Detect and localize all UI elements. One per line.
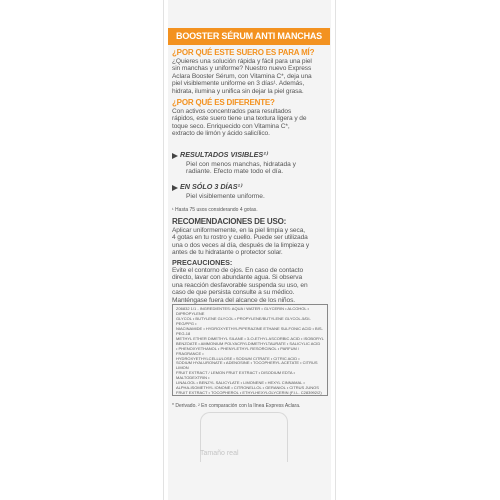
- product-title-banner: BOOSTER SÉRUM ANTI MANCHAS: [168, 28, 330, 45]
- side-strip-left: [164, 0, 168, 500]
- product-box-panel: [163, 0, 336, 500]
- usage-recommendations-heading: RECOMENDACIONES DE USO:: [172, 217, 287, 226]
- ingredients-box: Z06832 1/1 - INGREDIENTES: AQUA / WATER • GLYCERIN • ALCOHOL • DIPROPYLENE GLYCOL • BUTYLENE GLYCOL • PROPYLENE/BUTYLENE GLYCOL-5/DI-PEG/PPG • NIACINAMIDE • HYDROXYETHYLPIPERAZINE ETHANE SULFONIC ACID • BIS-PEG-18 METHYL ETHER DIMETHYL SILANE • 3-O-ETHYL ASCORBIC ACID • ISOBORYL BENZOATE • AMMONIUM POLYACRYLDIMETHYLTAURATE • SALICYLIC ACID • PHENOXYETHANOL • PHENYLETHYL RESORCINOL • PARFUM / FRAGRANCE • HYDROXYETHYLCELLULOSE • SODIUM CITRATE • CITRIC ACID • SODIUM HYALURONATE • ADENOSINE • TOCOPHERYL ACETATE • CITRUS LIMON FRUIT EXTRACT / LEMON FRUIT EXTRACT • DISODIUM EDTA • MALTODEXTRIN • LINALOOL • BENZYL SALICYLATE • LIMONENE • HEXYL CINNAMAL • ALPHA-ISOMETHYL IONONE • CITRONELLOL • GERANIOL • CITRUS JUNOS FRUIT EXTRACT • TOCOPHEROL • ETHYLHEXYLGLYCERIN (F.I.L. C283992/2): [172, 304, 328, 396]
- side-strip-right: [331, 0, 335, 500]
- why-different-text: Con activos concentrados para resultados rápidos, este suero tiene una textura ligera y de toque seco. Enriquecido con Vitamina C*, extracto de limón y ácido salicílico.: [172, 108, 307, 138]
- actual-size-label: Tamaño real: [200, 450, 239, 457]
- three-days-title: EN SÓLO 3 DÍAS¹⁾: [180, 182, 242, 191]
- precautions-heading: PRECAUCIONES:: [172, 258, 233, 267]
- usage-recommendations-text: Aplicar uniformemente, en la piel limpia y seca, 4 gotas en tu rostro y cuello. Puede ser utilizada una o dos veces al día, después de la limpieza y antes de tu hidratante o protector solar.: [172, 227, 310, 257]
- arrow-icon: [172, 185, 178, 191]
- arrow-icon: [172, 153, 178, 159]
- precautions-text: Evite el contorno de ojos. En caso de contacto directo, lavar con abundante agua. Si observa una reacción desfavorable suspenda su uso, en caso de que persista consulte a su médico. Manténgase fuera del alcance de los niños.: [172, 267, 308, 304]
- visible-results-title: RESULTADOS VISIBLES²⁾: [180, 150, 268, 159]
- usage-count-note: ¹ Hasta 75 usos considerando 4 gotas.: [172, 207, 258, 213]
- why-for-me-heading: ¿POR QUÉ ESTE SUERO ES PARA MÍ?: [172, 48, 315, 57]
- why-different-heading: ¿POR QUÉ ES DIFERENTE?: [172, 98, 275, 107]
- derived-footnote: * Derivado. ² En comparación con la línea Express Aclara.: [172, 403, 301, 409]
- three-days-text: Piel visiblemente uniforme.: [186, 193, 265, 200]
- why-for-me-text: ¿Quieres una solución rápida y fácil para una piel sin manchas y uniforme? Nuestro nuevo Express Aclara Booster Sérum, con Vitamina C*, deja una piel visiblemente uniforme en 3 días¹. Además, hidrata, ilumina y unifica sin dejar la piel grasa.: [172, 58, 312, 95]
- visible-results-text: Piel con menos manchas, hidratada y radiante. Efecto mate todo el día.: [186, 161, 296, 176]
